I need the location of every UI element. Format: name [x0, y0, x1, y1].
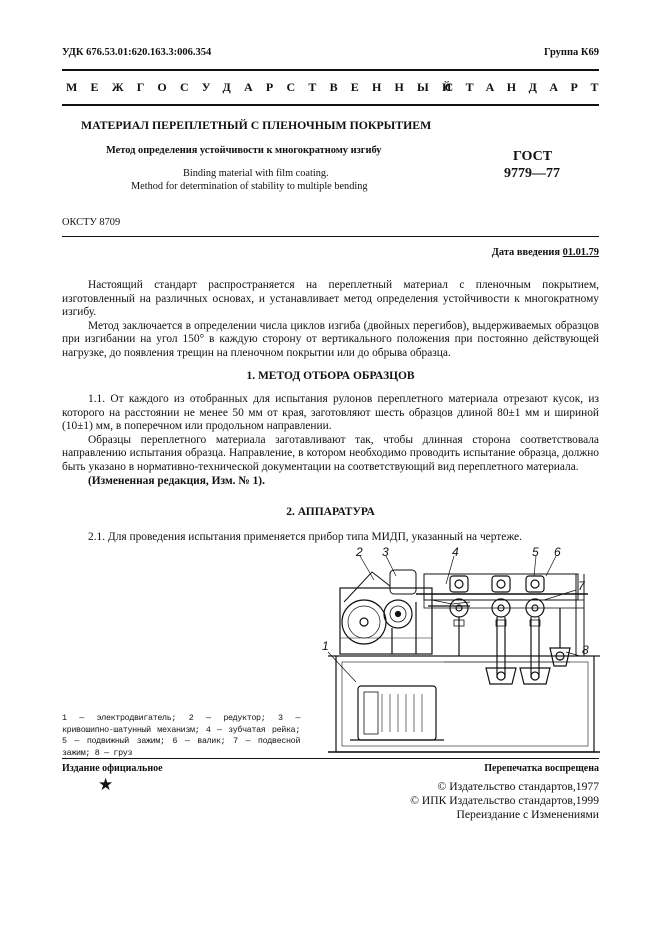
effective-date-value: 01.01.79 — [562, 247, 599, 258]
oksu-code: ОКСТУ 8709 — [62, 217, 121, 228]
section-2-paragraph-1: 2.1. Для проведения испытания применяется прибор типа МИДП, указанный на чертеже. — [88, 531, 522, 543]
effective-date — [492, 247, 599, 258]
intro-paragraph-2: Метод заключается в определении числа циклов изгиба (двойных перегибов), выдерживаемых образцов при изгибании на угол 150° в каждую сторону от вертикального положения при постоянно действующей нагрузке, до появления трещин на пленочном покрытии или до обрыва образца. — [62, 319, 599, 359]
amendment-note: (Измененная редакция, Изм. № 1). — [88, 474, 265, 487]
base-frame — [336, 656, 594, 752]
english-title-2: Method for determination of stability to multiple bending — [131, 181, 368, 192]
document-title: МАТЕРИАЛ ПЕРЕПЛЕТНЫЙ С ПЛЕНОЧНЫМ ПОКРЫТИЕМ — [81, 118, 432, 132]
footer-rule — [62, 758, 599, 759]
label-5: 5 — [532, 546, 539, 559]
reducer-wheel — [342, 600, 386, 644]
clamp-assembly-3 — [520, 576, 550, 684]
label-1: 1 — [322, 639, 329, 653]
section-1-text — [62, 393, 599, 488]
reissue-note: Переиздание с Изменениями — [456, 808, 599, 821]
weight-8 — [550, 608, 570, 666]
document-subtitle: Метод определения устойчивости к многократному изгибу — [106, 145, 382, 156]
apparatus-drawing — [320, 546, 605, 758]
copyright-1999: © ИПК Издательство стандартов,1999 — [410, 794, 599, 807]
label-6: 6 — [554, 546, 561, 559]
banner-right: СТАНДАРТ — [444, 80, 611, 94]
section-1-heading: 1. МЕТОД ОТБОРА ОБРАЗЦОВ — [246, 370, 415, 382]
figure-caption: 1 — электродвигатель; 2 — редуктор; 3 — кривошипно-шатунный механизм; 4 — зубчатая рейка; 5 — подвижный зажим; 6 — валик; 7 — подвесной зажим; 8 — груз — [62, 713, 300, 758]
electric-motor-shape — [358, 686, 436, 740]
oksu-rule — [62, 236, 599, 237]
intro-paragraph-1: Настоящий стандарт распространяется на переплетный материал с пленочным покрытием, изготовленный на различных основах, и устанавливает метод определения устойчивости к многократному изгибу. — [62, 279, 599, 319]
gost-number: 9779—77 — [504, 166, 560, 181]
section-2-heading: 2. АППАРАТУРА — [286, 506, 375, 518]
label-7: 7 — [578, 579, 585, 593]
intro-text — [62, 279, 599, 361]
section-1-paragraph-1: 1.1. От каждого из отобранных для испытания рулонов переплетного материала отрезают кусок, из которого на расстоянии не менее 50 мм от края, заготовляют шесть образцов длиной 80±1 мм и шириной (10±1) мм, в поперечном или продольном направлении. — [62, 393, 599, 433]
clamp-assembly-2 — [486, 576, 516, 684]
english-title-1: Binding material with film coating. — [183, 168, 329, 179]
label-3: 3 — [382, 546, 389, 559]
section-2-text — [62, 531, 599, 545]
clamp-assembly-1 — [450, 576, 468, 656]
banner-rule — [62, 104, 599, 106]
banner-left: МЕЖГОСУДАРСТВЕННЫЙ — [66, 80, 465, 94]
top-rule — [62, 69, 599, 71]
udk-code: УДК 676.53.01:620.163.3:006.354 — [62, 47, 212, 58]
label-4: 4 — [452, 546, 459, 559]
section-1-paragraph-2: Образцы переплетного материала заготавливают так, чтобы длинная сторона соответствовала направлению испытания образца. Направление, в котором необходимо проводить испытание образца, должно быть указано в нормативно-технической документации на соответствующий вид переплетного материала. — [62, 433, 599, 473]
star-icon: ★ — [98, 775, 114, 794]
official-edition: Издание официальное — [62, 763, 163, 774]
group-code: Группа К69 — [543, 47, 599, 58]
label-2: 2 — [356, 546, 363, 559]
gost-label: ГОСТ — [513, 149, 553, 164]
effective-date-label: Дата введения — [491, 247, 561, 258]
reprint-notice: Перепечатка воспрещена — [484, 763, 599, 774]
label-8: 8 — [582, 643, 589, 657]
copyright-1977: © Издательство стандартов,1977 — [437, 780, 599, 793]
